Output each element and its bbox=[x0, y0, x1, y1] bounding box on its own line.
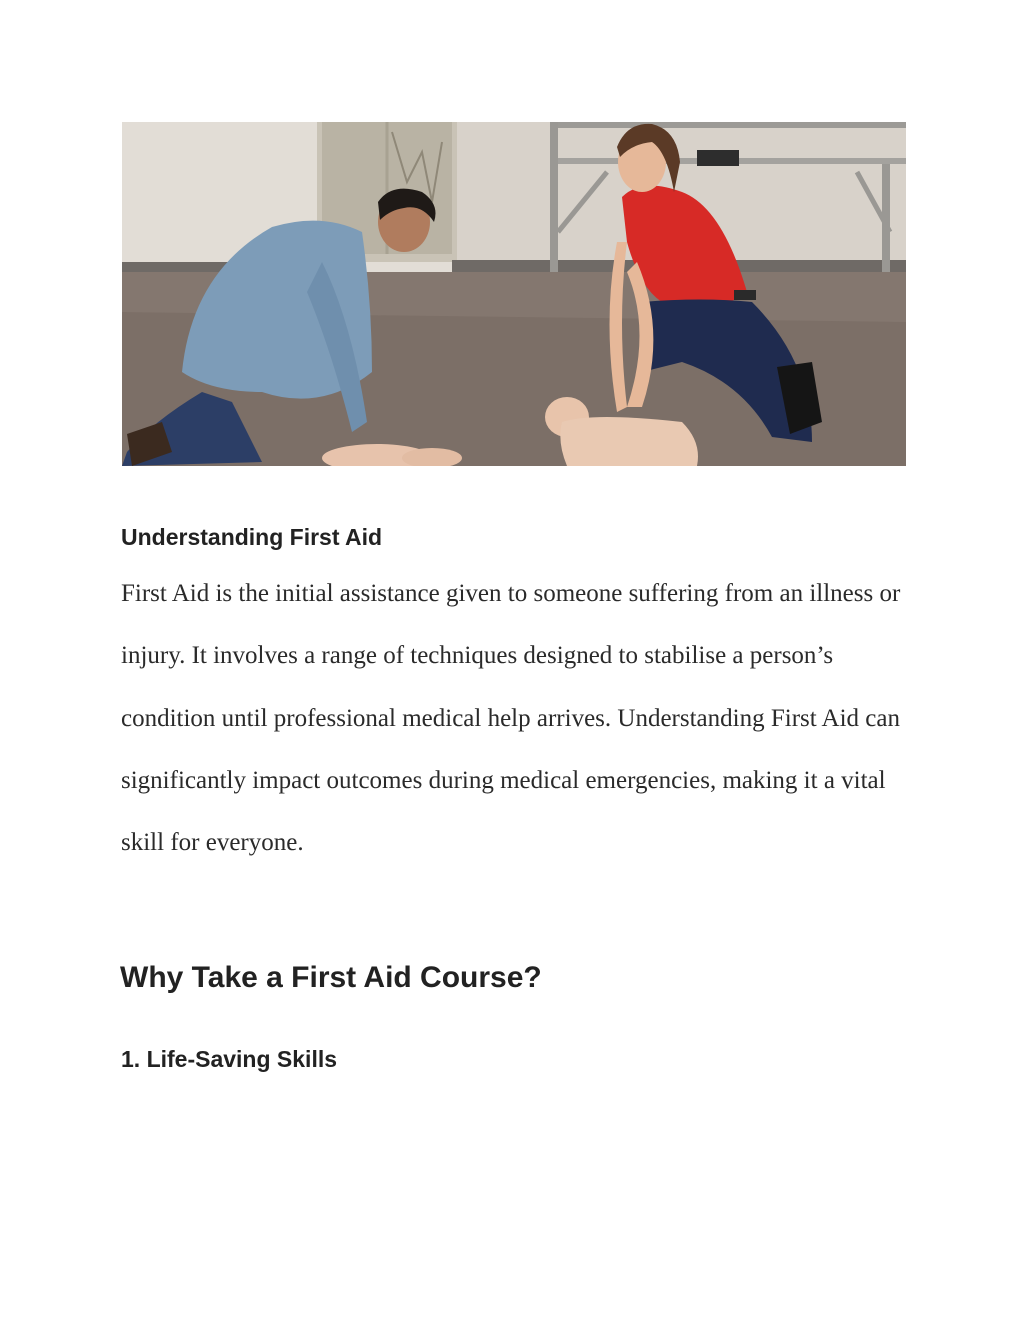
cpr-training-photo bbox=[122, 122, 906, 466]
cpr-scene-illustration bbox=[122, 122, 906, 466]
section-body-paragraph: First Aid is the initial assistance given to someone suffering from an illness or injury. It involves a range of techniques designed to stabilise a person’s condition until professional medical help arrives. Understanding First Aid can significantly impact outcomes during medical emergencies, making it a vital skill for everyone. bbox=[121, 580, 901, 857]
section-heading-why-take-course: Why Take a First Aid Course? bbox=[120, 961, 542, 994]
subsection-heading-life-saving-skills: 1. Life-Saving Skills bbox=[121, 1046, 338, 1072]
section-heading-understanding-first-aid: Understanding First Aid bbox=[121, 524, 383, 550]
